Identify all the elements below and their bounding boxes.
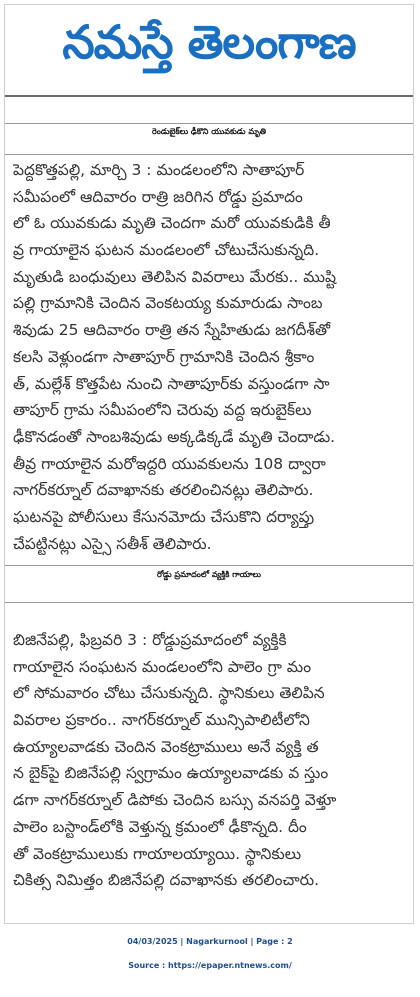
body-line: బిజినేపల్లి, ఫిబ్రవరి 3 : రోడ్డుప్రమాదంలో వ్యక్తికి [13,631,287,649]
headline-bottom-rule [5,154,413,155]
body-line: శివుడు 25 ఆదివారం రాత్రి తన స్నేహితుడు జగదీశ్‌తో [13,321,331,340]
article-2-headline: రోడ్డు ప్రమాదంలో వ్యక్తికి గాయాలు [157,570,261,579]
article-divider [5,565,413,566]
headline-top-rule [5,123,413,124]
body-line: సమీపంలో ఆదివారం రాత్రి జరిగిన రోడ్డు ప్రమాదం [13,187,303,206]
body-line: కలసి వెళ్లుండగా సాతాపూర్ గ్రామానికి చెందిన శ్రీకాం [13,347,315,366]
body-line: నాగర్‌కర్నూల్ దవాఖానకు తరలించినట్లు తెలిపారు. [13,481,314,500]
body-line: పెద్దకొత్తపల్లి, మార్చి 3 : మండలంలోని సాతాపూర్ [13,161,305,179]
newspaper-clipping [4,4,414,924]
article-2-headline-rule [5,602,413,603]
article-1-headline: రెండుబైక్‌లు ఢీకొని యువకుడు మృతి [152,127,266,136]
body-line: పల్లి గ్రామానికి చెందిన వెంకటయ్య కుమారుడు సాంబ [13,294,323,313]
body-line: న బైక్‌పై బిజినేపల్లి స్వగ్రామం ఉయ్యాలవాడకు వ స్తుం [13,764,329,783]
body-line: డగా నాగర్‌కర్నూల్ డిపోకు చెందిన బస్సు వనపర్తి వెళ్తూ [13,791,337,810]
body-line: లో ఓ యువకుడు మృతి చెందగా మరో యువకుడికి తీ [13,214,331,233]
body-line: తాపూర్ గ్రామ సమీపంలోని చెరువు వద్ద ఇరుబైక్‌లు [13,401,312,420]
masthead-title: నమస్తే తెలంగాణ [62,15,356,69]
body-line: ఉయ్యాలవాడకు చెందిన వెంకట్రాములు అనే వ్యక్తి త [13,737,319,756]
body-line: ఘటనపై పోలీసులు కేసునమోదు చేసుకొని దర్యాప్తు [13,507,315,526]
body-line: వ్ర గాయాలైన ఘటన మండలంలో చోటుచేసుకున్నది. [13,241,320,260]
article-2-body [13,627,405,894]
body-line: చికిత్స నిమిత్తం బిజినేపల్లి దవాఖానకు తరలించారు. [13,871,320,890]
body-line: మృతుడి బంధువులు తెలిపిన వివరాలు మేరకు.. ముష్టి [13,267,337,286]
body-line: పాలెం బస్టాండ్‌లోకి వెళ్తున్న క్రమంలో ఢీకొన్నది. దీం [13,817,307,836]
body-line: త్, మల్లేశ్ కొత్తపేట నుంచి సాతాపూర్‌కు వస్తుండగా సా [13,374,330,393]
masthead [5,5,413,91]
body-line: వివరాల ప్రకారం.. నాగర్‌కర్నూల్ మున్సిపాలిటీలోని [13,711,310,730]
body-line: చేపట్టినట్లు ఎస్సై సతీశ్ తెలిపారు. [13,534,212,553]
body-line: తీవ్ర గాయాలైన మరోఇద్దరి యువకులను 108 ద్వారా [13,454,326,473]
body-line: లో సోమవారం చోటు చేసుకున్నది. స్థానికులు తెలిపిన [13,684,325,703]
article-1-body [13,157,405,557]
body-line: గాయాలైన సంఘటన మండలంలోని పాలెం గ్రా మం [13,657,312,676]
footer-source: Source : https://epaper.ntnews.com/ [128,961,292,970]
body-line: ఢీకొనడంతో సాంబశివుడు అక్కడిక్కడే మృతి చెందాడు. [13,427,336,446]
footer-date-edition: 04/03/2025 | Nagarkurnool | Page : 2 [127,937,293,946]
masthead-divider [5,95,413,97]
body-line: తో వెంకట్రాములుకు గాయాలయ్యాయి. స్థానికులు [13,844,302,863]
